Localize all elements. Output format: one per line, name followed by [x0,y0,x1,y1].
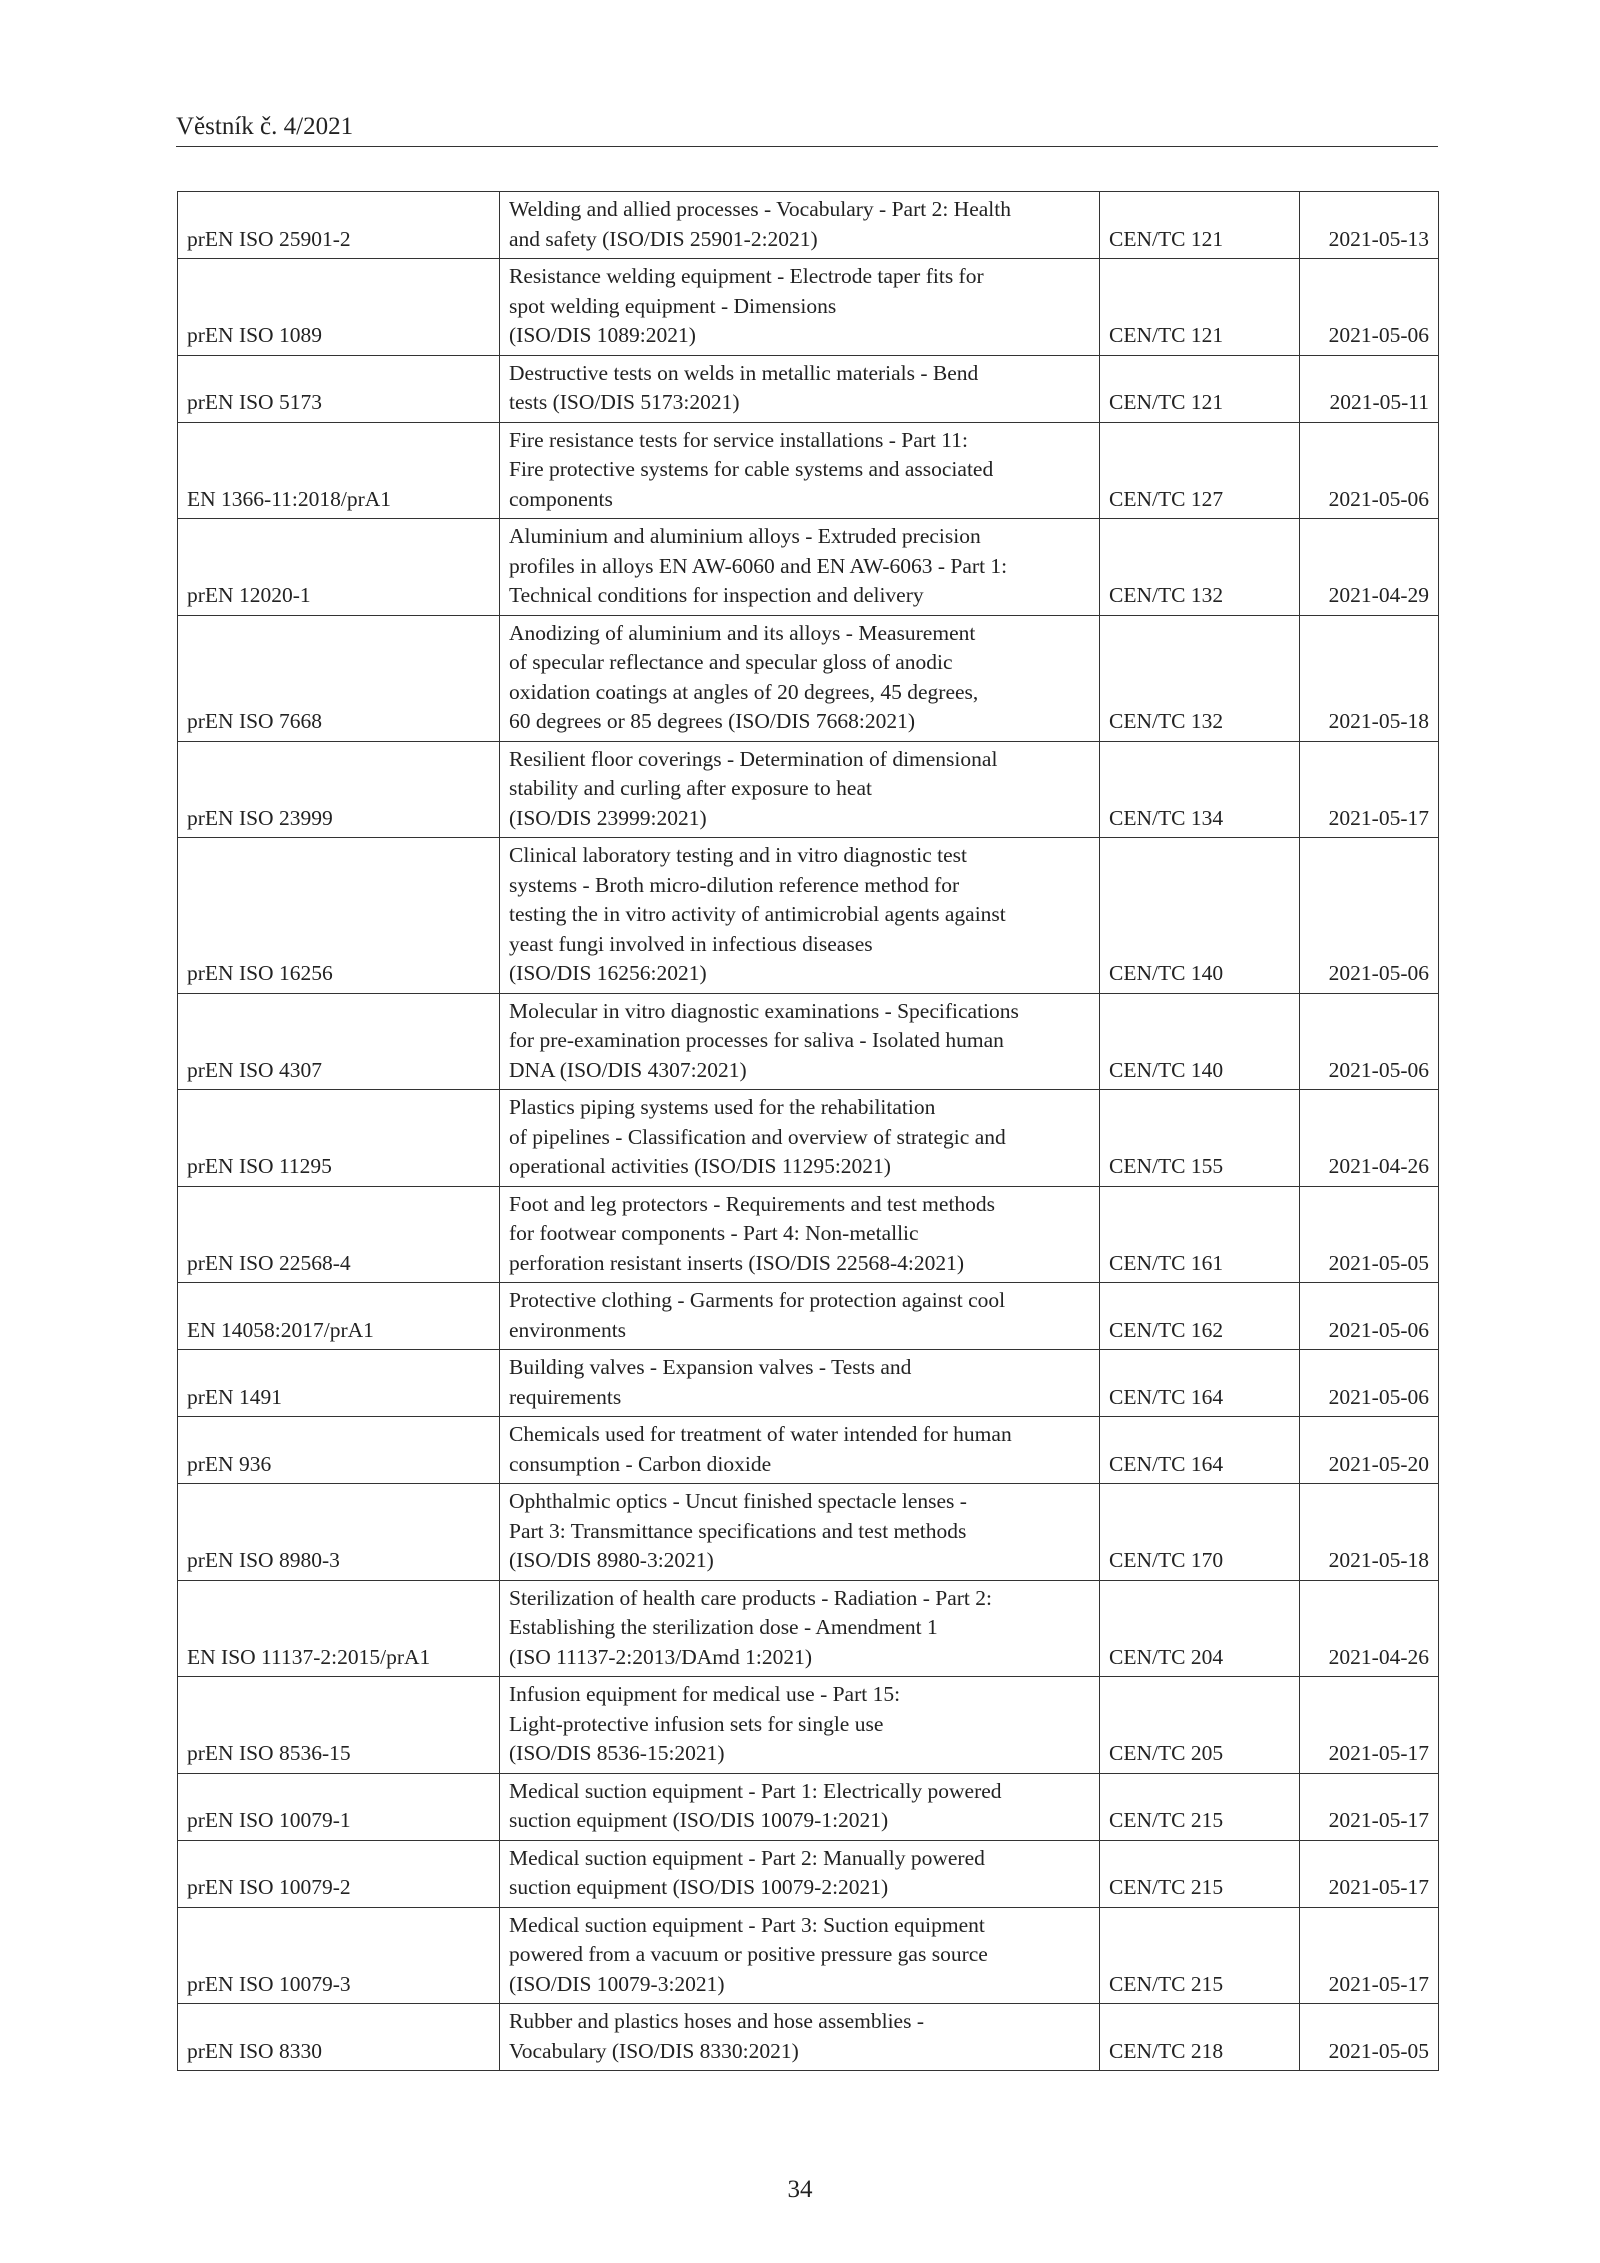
standard-title-line: suction equipment (ISO/DIS 10079-1:2021) [509,1808,889,1832]
standard-reference: prEN 12020-1 [178,519,500,616]
standard-title-line: (ISO 11137-2:2013/DAmd 1:2021) [509,1644,812,1669]
standard-reference: prEN ISO 10079-2 [178,1840,500,1907]
standard-reference: prEN ISO 8980-3 [178,1484,500,1581]
table-row [178,259,1439,356]
technical-committee: CEN/TC 121 [1100,355,1300,422]
technical-committee: CEN/TC 218 [1100,2004,1300,2071]
technical-committee: CEN/TC 215 [1100,1907,1300,2004]
table-row [178,1773,1439,1840]
standard-reference: prEN 1491 [178,1350,500,1417]
standard-reference: prEN ISO 4307 [178,993,500,1090]
table-row [178,615,1439,741]
standard-title-line: powered from a vacuum or positive pressure gas source [509,1942,988,1966]
table-row [178,192,1439,259]
table-row [178,1840,1439,1907]
journal-title: Věstník č. 4/2021 [176,113,354,140]
table-row [178,1350,1439,1417]
standard-title [500,192,1100,259]
standard-title-line: for footwear components - Part 4: Non-metallic [509,1221,919,1245]
standard-title-line: (ISO/DIS 16256:2021) [509,961,707,985]
standard-reference: prEN ISO 11295 [178,1090,500,1187]
standard-title-line: systems - Broth micro-dilution reference method for [509,872,960,897]
deadline-date: 2021-05-06 [1300,1283,1439,1350]
standard-reference: prEN ISO 5173 [178,355,500,422]
standard-reference: prEN ISO 1089 [178,259,500,356]
standard-title-line: Resistance welding equipment - Electrode taper fits for [509,264,984,288]
standard-title [500,1417,1100,1484]
standard-reference: EN 14058:2017/prA1 [178,1283,500,1350]
technical-committee: CEN/TC 215 [1100,1773,1300,1840]
table-row [178,741,1439,838]
standard-title [500,1484,1100,1581]
standard-title [500,355,1100,422]
standard-title-line: consumption - Carbon dioxide [509,1451,772,1476]
standard-reference: prEN ISO 25901-2 [178,192,500,259]
deadline-date: 2021-05-06 [1300,1350,1439,1417]
standard-title-line: Infusion equipment for medical use - Part 15: [509,1682,901,1706]
standard-reference: prEN ISO 7668 [178,615,500,741]
deadline-date: 2021-05-20 [1300,1417,1439,1484]
technical-committee: CEN/TC 164 [1100,1350,1300,1417]
standard-title-line: (ISO/DIS 1089:2021) [509,323,696,347]
standard-title-line: Medical suction equipment - Part 3: Suction equipment [509,1912,985,1937]
deadline-date: 2021-05-17 [1300,1907,1439,2004]
table-row [178,993,1439,1090]
technical-committee: CEN/TC 164 [1100,1417,1300,1484]
standard-title-line: Ophthalmic optics - Uncut finished spectacle lenses - [509,1489,967,1513]
technical-committee: CEN/TC 205 [1100,1677,1300,1774]
standard-title-line: and safety (ISO/DIS 25901-2:2021) [509,226,818,251]
standard-reference: prEN ISO 10079-1 [178,1773,500,1840]
deadline-date: 2021-05-13 [1300,192,1439,259]
deadline-date: 2021-04-26 [1300,1580,1439,1677]
table-row [178,1907,1439,2004]
deadline-date: 2021-05-17 [1300,1677,1439,1774]
standard-title [500,1773,1100,1840]
standard-title-line: Anodizing of aluminium and its alloys - Measurement [509,620,976,645]
standard-title-line: Light-protective infusion sets for single use [509,1711,884,1736]
standards-table [177,191,1439,2071]
standard-title [500,1580,1100,1677]
standard-title-line: Resilient floor coverings - Determination of dimensional [509,746,998,771]
standard-title-line: Part 3: Transmittance specifications and test methods [509,1518,967,1543]
standard-reference: prEN ISO 23999 [178,741,500,838]
standard-title [500,2004,1100,2071]
standard-title-line: DNA (ISO/DIS 4307:2021) [509,1057,747,1082]
standard-title [500,1350,1100,1417]
standard-title-line: Plastics piping systems used for the rehabilitation [509,1095,936,1119]
table-row [178,1283,1439,1350]
standard-title-line: Fire resistance tests for service installations - Part 11: [509,427,968,452]
standard-title-line: Aluminium and aluminium alloys - Extruded precision [509,524,981,548]
standard-reference: EN ISO 11137-2:2015/prA1 [178,1580,500,1677]
deadline-date: 2021-04-29 [1300,519,1439,616]
standard-title [500,1677,1100,1774]
standard-title [500,259,1100,356]
standard-title-line: Medical suction equipment - Part 1: Electrically powered [509,1778,1002,1803]
standard-title-line: 60 degrees or 85 degrees (ISO/DIS 7668:2021) [509,709,916,733]
standard-title-line: (ISO/DIS 8536-15:2021) [509,1741,725,1765]
standard-title-line: Vocabulary (ISO/DIS 8330:2021) [509,2038,799,2063]
standard-title-line: Rubber and plastics hoses and hose assemblies - [509,2009,924,2033]
standard-title-line: spot welding equipment - Dimensions [509,293,837,318]
standard-title-line: oxidation coatings at angles of 20 degrees, 45 degrees, [509,679,979,704]
table-row [178,1417,1439,1484]
standard-title-line: Medical suction equipment - Part 2: Manually powered [509,1845,985,1870]
standard-title [500,741,1100,838]
deadline-date: 2021-05-17 [1300,1773,1439,1840]
technical-committee: CEN/TC 134 [1100,741,1300,838]
standard-title-line: Molecular in vitro diagnostic examinations - Specifications [509,998,1019,1023]
standard-title-line: (ISO/DIS 8980-3:2021) [509,1548,714,1572]
technical-committee: CEN/TC 127 [1100,422,1300,519]
technical-committee: CEN/TC 204 [1100,1580,1300,1677]
technical-committee: CEN/TC 121 [1100,192,1300,259]
standard-title [500,422,1100,519]
table-row [178,1090,1439,1187]
standard-title-line: Clinical laboratory testing and in vitro diagnostic test [509,843,967,867]
standard-title [500,1186,1100,1283]
standard-title [500,838,1100,994]
standard-reference: prEN 936 [178,1417,500,1484]
standard-title-line: (ISO/DIS 23999:2021) [509,805,707,830]
standard-title-line: tests (ISO/DIS 5173:2021) [509,390,740,414]
deadline-date: 2021-05-06 [1300,259,1439,356]
standard-title-line: yeast fungi involved in infectious diseases [509,931,873,956]
table-row [178,1580,1439,1677]
standard-title-line: Protective clothing - Garments for protection against cool [509,1288,1006,1312]
standard-title-line: Welding and allied processes - Vocabulary - Part 2: Health [509,197,1011,221]
table-row [178,1186,1439,1283]
standard-title-line: Sterilization of health care products - Radiation - Part 2: [509,1585,993,1610]
deadline-date: 2021-05-18 [1300,615,1439,741]
standard-reference: prEN ISO 10079-3 [178,1907,500,2004]
standard-title [500,993,1100,1090]
table-row [178,838,1439,994]
table-row [178,422,1439,519]
deadline-date: 2021-05-18 [1300,1484,1439,1581]
standard-title-line: Destructive tests on welds in metallic materials - Bend [509,360,979,385]
deadline-date: 2021-04-26 [1300,1090,1439,1187]
standard-title-line: environments [509,1317,627,1342]
standard-reference: prEN ISO 22568-4 [178,1186,500,1283]
standard-title [500,1907,1100,2004]
standard-reference: prEN ISO 8536-15 [178,1677,500,1774]
technical-committee: CEN/TC 140 [1100,838,1300,994]
standard-title-line: of specular reflectance and specular gloss of anodic [509,650,953,674]
table-row [178,1484,1439,1581]
technical-committee: CEN/TC 170 [1100,1484,1300,1581]
technical-committee: CEN/TC 215 [1100,1840,1300,1907]
standard-title-line: for pre-examination processes for saliva - Isolated human [509,1028,1004,1052]
standard-title-line: components [509,486,613,511]
standard-title [500,1090,1100,1187]
deadline-date: 2021-05-05 [1300,1186,1439,1283]
standard-reference: prEN ISO 8330 [178,2004,500,2071]
technical-committee: CEN/TC 140 [1100,993,1300,1090]
technical-committee: CEN/TC 132 [1100,615,1300,741]
technical-committee: CEN/TC 121 [1100,259,1300,356]
deadline-date: 2021-05-05 [1300,2004,1439,2071]
standard-title [500,615,1100,741]
standard-title-line: testing the in vitro activity of antimicrobial agents against [509,902,1006,926]
standard-reference: EN 1366-11:2018/prA1 [178,422,500,519]
deadline-date: 2021-05-17 [1300,1840,1439,1907]
standard-title [500,519,1100,616]
standard-title-line: perforation resistant inserts (ISO/DIS 22568-4:2021) [509,1250,965,1275]
technical-committee: CEN/TC 155 [1100,1090,1300,1187]
technical-committee: CEN/TC 161 [1100,1186,1300,1283]
technical-committee: CEN/TC 162 [1100,1283,1300,1350]
deadline-date: 2021-05-17 [1300,741,1439,838]
page-footer [0,2176,1600,2204]
deadline-date: 2021-05-06 [1300,422,1439,519]
standard-title [500,1840,1100,1907]
standard-title-line: profiles in alloys EN AW-6060 and EN AW-6063 - Part 1: [509,553,1008,578]
table-row [178,355,1439,422]
standard-title-line: Establishing the sterilization dose - Amendment 1 [509,1615,938,1639]
standard-title-line: Chemicals used for treatment of water intended for human [509,1422,1012,1446]
standard-title-line: requirements [509,1384,622,1409]
standard-title-line: Foot and leg protectors - Requirements and test methods [509,1191,996,1216]
standard-title-line: Technical conditions for inspection and delivery [509,583,924,607]
standard-title-line: Fire protective systems for cable systems and associated [509,457,994,481]
table-row [178,2004,1439,2071]
standard-title-line: suction equipment (ISO/DIS 10079-2:2021) [509,1875,889,1899]
page-header [176,112,1438,147]
standard-title-line: stability and curling after exposure to heat [509,776,872,800]
standard-title-line: operational activities (ISO/DIS 11295:2021) [509,1154,891,1178]
page-number: 34 [787,2176,813,2203]
deadline-date: 2021-05-06 [1300,993,1439,1090]
standard-title [500,1283,1100,1350]
table-row [178,1677,1439,1774]
standard-title-line: (ISO/DIS 10079-3:2021) [509,1971,725,1996]
standard-reference: prEN ISO 16256 [178,838,500,994]
deadline-date: 2021-05-06 [1300,838,1439,994]
standards-table-body [178,192,1439,2071]
technical-committee: CEN/TC 132 [1100,519,1300,616]
standard-title-line: Building valves - Expansion valves - Tests and [509,1355,912,1379]
table-row [178,519,1439,616]
standard-title-line: of pipelines - Classification and overview of strategic and [509,1124,1006,1149]
deadline-date: 2021-05-11 [1300,355,1439,422]
